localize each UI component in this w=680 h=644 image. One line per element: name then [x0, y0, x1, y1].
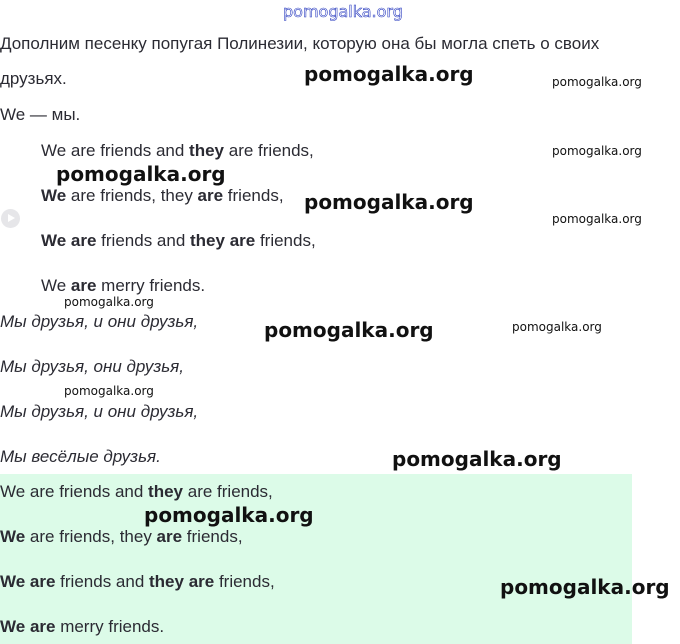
answer-line-3: We are friends and they are friends, [0, 572, 275, 591]
watermark: pomogalka.org [64, 295, 154, 309]
answer-line-2: We are friends, they are friends, [0, 527, 243, 546]
translation-line-4: Мы весёлые друзья. [0, 447, 161, 466]
watermark: pomogalka.org [552, 212, 642, 226]
translation-line-1: Мы друзья, и они друзья, [0, 312, 199, 331]
watermark: pomogalka.org [392, 447, 562, 471]
poem-line-2: We are friends, they are friends, [41, 186, 284, 205]
example-text: We — мы. [0, 105, 81, 124]
poem-line-1: We are friends and they are friends, [41, 141, 314, 160]
watermark: pomogalka.org [304, 190, 474, 214]
intro-line-1: Дополним песенку попугая Полинезии, которую она бы могла спеть о своих [0, 34, 600, 53]
watermark: pomogalka.org [552, 144, 642, 158]
answer-line-1: We are friends and they are friends, [0, 482, 273, 501]
poem-line-3: We are friends and they are friends, [41, 231, 316, 250]
watermark: pomogalka.org [512, 320, 602, 334]
translation-line-2: Мы друзья, они друзья, [0, 357, 184, 376]
watermark: pomogalka.org [64, 384, 154, 398]
intro-line-2: друзьях. [0, 69, 67, 88]
answer-line-4: We are merry friends. [0, 617, 165, 636]
poem-line-4: We are merry friends. [41, 276, 206, 295]
audio-play-button[interactable] [1, 209, 20, 228]
watermark: pomogalka.org [144, 503, 314, 527]
watermark: pomogalka.org [264, 318, 434, 342]
watermark: pomogalka.org [304, 62, 474, 86]
watermark: pomogalka.org [500, 575, 670, 599]
watermark-logo: pomogalka.org [283, 2, 403, 21]
translation-line-3: Мы друзья, и они друзья, [0, 402, 199, 421]
watermark: pomogalka.org [552, 75, 642, 89]
watermark: pomogalka.org [56, 162, 226, 186]
